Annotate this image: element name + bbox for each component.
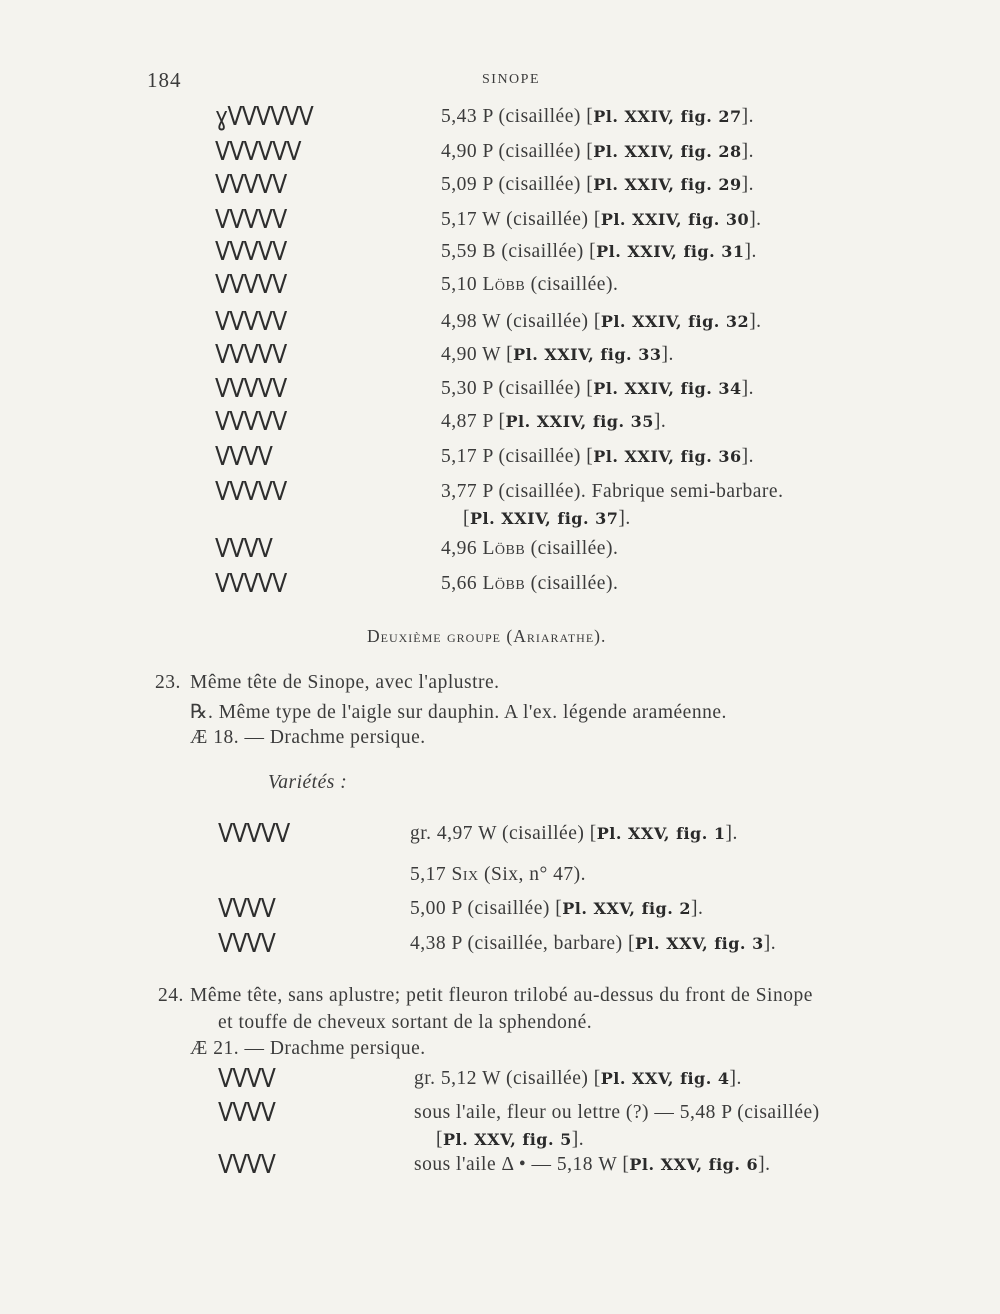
entry-pre: gr. xyxy=(410,823,437,844)
specimen-entry xyxy=(441,573,618,595)
entry-text: 4,87 P [ xyxy=(441,411,506,432)
entry-end: ]. xyxy=(744,241,757,262)
entry-text: 5,17 W (cisaillée) [ xyxy=(441,209,601,230)
specimen-entry xyxy=(441,446,754,468)
entry-end: ]. xyxy=(725,823,738,844)
plate-ref: Pl. XXIV, fig. 33 xyxy=(513,345,662,364)
specimen-entry xyxy=(410,864,586,886)
item-23-line2: ℞. Même type de l'aigle sur dauphin. A l'ex. légende araméenne. xyxy=(190,702,727,723)
specimen-entry xyxy=(441,344,674,366)
collection-name: Löbb xyxy=(482,573,526,594)
specimen-entry xyxy=(441,311,762,333)
specimen-entry xyxy=(441,378,754,400)
plate-ref: Pl. XXV, fig. 1 xyxy=(596,824,726,843)
plate-ref: Pl. XXIV, fig. 32 xyxy=(600,312,750,331)
entry-end: ]. xyxy=(741,378,754,399)
aramaic-legend: ꓦꓦꓦꓦꓦ xyxy=(215,374,287,404)
collection-name: Löbb xyxy=(482,274,526,295)
entry-text: 5,17 xyxy=(410,864,452,885)
specimen-entry xyxy=(441,141,754,163)
entry-text-2: (Six, n° 47). xyxy=(478,864,587,885)
specimen-entry xyxy=(441,174,754,196)
entry-end: ]. xyxy=(763,933,777,954)
aramaic-legend: ꓦꓦꓦꓦꓦꓦ xyxy=(215,137,301,167)
specimen-entry-cont: [Pl. XXV, fig. 5]. xyxy=(436,1129,585,1150)
item-24-line1: Même tête, sans aplustre; petit fleuron trilobé au-dessus du front de Sinope xyxy=(190,985,813,1006)
entry-end: ]. xyxy=(749,311,762,332)
entry-text: 4,98 W (cisaillée) [ xyxy=(441,311,601,332)
varietes-label: Variétés : xyxy=(268,772,348,793)
aramaic-legend: ꓦꓦꓦꓦꓦ xyxy=(215,270,287,300)
entry-text: 5,00 P (cisaillée) [ xyxy=(410,898,563,919)
aramaic-legend: ꓦꓦꓦꓦꓦ xyxy=(215,307,287,337)
specimen-entry xyxy=(414,1154,770,1176)
aramaic-legend: ꓦꓦꓦꓦꓦ xyxy=(215,340,287,370)
plate-ref: Pl. XXV, fig. 3 xyxy=(634,934,764,953)
entry-text: 5,66 xyxy=(441,573,483,594)
aramaic-legend: ꓦꓦꓦꓦꓦ xyxy=(215,407,287,437)
plate-ref: Pl. XXIV, fig. 35 xyxy=(505,412,654,431)
entry-end: ]. xyxy=(741,174,754,195)
aramaic-legend: ꓦꓦꓦꓦꓦ xyxy=(218,819,290,849)
specimen-entry xyxy=(441,411,666,433)
entry-end: ]. xyxy=(729,1068,742,1089)
aramaic-legend: ꓦꓦꓦꓦꓦ xyxy=(215,170,287,200)
entry-text: gr. 5,12 W (cisaillée) [ xyxy=(414,1068,601,1089)
plate-ref: Pl. XXIV, fig. 28 xyxy=(593,142,742,161)
aramaic-legend: ɣꓦꓦꓦꓦꓦꓦ xyxy=(215,102,313,132)
plate-ref: Pl. XXV, fig. 2 xyxy=(562,899,691,918)
entry-end: ]. xyxy=(749,209,762,230)
item-24-line3: Æ 21. — Drachme persique. xyxy=(190,1038,426,1059)
entry-text: 4,38 P (cisaillée, barbare) [ xyxy=(410,933,635,954)
item-24-number: 24. xyxy=(158,985,184,1006)
aramaic-legend: ꓦꓦꓦꓦ xyxy=(218,894,276,924)
aramaic-legend: ꓦꓦꓦꓦꓦ xyxy=(215,237,287,267)
group-heading: Deuxième groupe (Ariarathe). xyxy=(367,626,607,646)
collection-name: Six xyxy=(451,864,479,885)
entry-end: ]. xyxy=(653,411,667,432)
entry-text-2: (cisaillée). xyxy=(525,274,619,295)
plate-ref: Pl. XXIV, fig. 29 xyxy=(593,175,742,194)
aramaic-legend: ꓦꓦꓦꓦ xyxy=(218,1064,276,1094)
aramaic-legend: ꓦꓦꓦꓦꓦ xyxy=(215,205,287,235)
aramaic-legend: ꓦꓦꓦꓦ xyxy=(218,929,276,959)
plate-ref: Pl. XXIV, fig. 34 xyxy=(593,379,742,398)
specimen-entry xyxy=(441,106,754,128)
collection-name: Löbb xyxy=(482,538,526,559)
entry-text: 4,97 W (cisaillée) [ xyxy=(436,823,597,844)
entry-text-2: (cisaillée). xyxy=(525,573,619,594)
item-24-line2: et touffe de cheveux sortant de la sphendoné. xyxy=(218,1012,593,1033)
item-23-number: 23. xyxy=(155,672,181,693)
plate-ref: Pl. XXV, fig. 6 xyxy=(629,1155,759,1174)
specimen-entry xyxy=(410,823,738,845)
entry-text: 5,17 P (cisaillée) [ xyxy=(441,446,594,467)
specimen-entry xyxy=(441,209,762,231)
entry-text-2: (cisaillée). xyxy=(525,538,619,559)
specimen-entry xyxy=(441,481,783,503)
plate-ref: Pl. XXV, fig. 4 xyxy=(600,1069,730,1088)
aramaic-legend: ꓦꓦꓦꓦꓦ xyxy=(215,569,287,599)
specimen-entry-cont: [Pl. XXIV, fig. 37]. xyxy=(463,508,631,529)
specimen-entry xyxy=(441,241,757,263)
entry-text: 5,59 B (cisaillée) [ xyxy=(441,241,597,262)
entry-text: sous l'aile Δ • — 5,18 W [ xyxy=(414,1154,630,1175)
entry-end: ]. xyxy=(758,1154,771,1175)
entry-text: 4,96 xyxy=(441,538,483,559)
specimen-entry xyxy=(414,1068,742,1090)
entry-text: 4,90 W [ xyxy=(441,344,514,365)
aramaic-legend: ꓦꓦꓦꓦ xyxy=(218,1098,276,1128)
page-number: 184 xyxy=(147,68,182,92)
specimen-entry xyxy=(410,898,703,920)
entry-text: 5,09 P (cisaillée) [ xyxy=(441,174,594,195)
plate-ref: Pl. XXIV, fig. 30 xyxy=(600,210,750,229)
running-title: SINOPE xyxy=(482,72,541,87)
entry-text: 5,43 P (cisaillée) [ xyxy=(441,106,594,127)
aramaic-legend: ꓦꓦꓦꓦ xyxy=(215,442,273,472)
entry-end: ]. xyxy=(741,106,754,127)
specimen-entry xyxy=(441,274,618,296)
entry-text: 3,77 P (cisaillée). Fabrique semi-barbare. xyxy=(441,481,784,502)
specimen-entry xyxy=(441,538,618,560)
item-23-line1: Même tête de Sinope, avec l'aplustre. xyxy=(190,672,500,693)
entry-end: ]. xyxy=(741,446,754,467)
aramaic-legend: ꓦꓦꓦꓦ xyxy=(218,1150,276,1180)
entry-text: 5,10 xyxy=(441,274,483,295)
entry-text: sous l'aile, fleur ou lettre (?) — 5,48 P (cisaillée) xyxy=(414,1102,820,1123)
entry-text: 5,30 P (cisaillée) [ xyxy=(441,378,594,399)
aramaic-legend: ꓦꓦꓦꓦꓦ xyxy=(215,477,287,507)
plate-ref: Pl. XXIV, fig. 37 xyxy=(470,509,619,528)
plate-ref: Pl. XXIV, fig. 27 xyxy=(593,107,742,126)
plate-ref: Pl. XXIV, fig. 36 xyxy=(593,447,742,466)
aramaic-legend: ꓦꓦꓦꓦ xyxy=(215,534,273,564)
entry-end: ]. xyxy=(661,344,674,365)
specimen-entry xyxy=(414,1102,820,1124)
plate-ref: Pl. XXV, fig. 5 xyxy=(443,1130,572,1149)
specimen-entry xyxy=(410,933,776,955)
entry-text: 4,90 P (cisaillée) [ xyxy=(441,141,594,162)
item-23-line3: Æ 18. — Drachme persique. xyxy=(190,727,426,748)
entry-end: ]. xyxy=(741,141,754,162)
plate-ref: Pl. XXIV, fig. 31 xyxy=(596,242,745,261)
entry-end: ]. xyxy=(691,898,704,919)
